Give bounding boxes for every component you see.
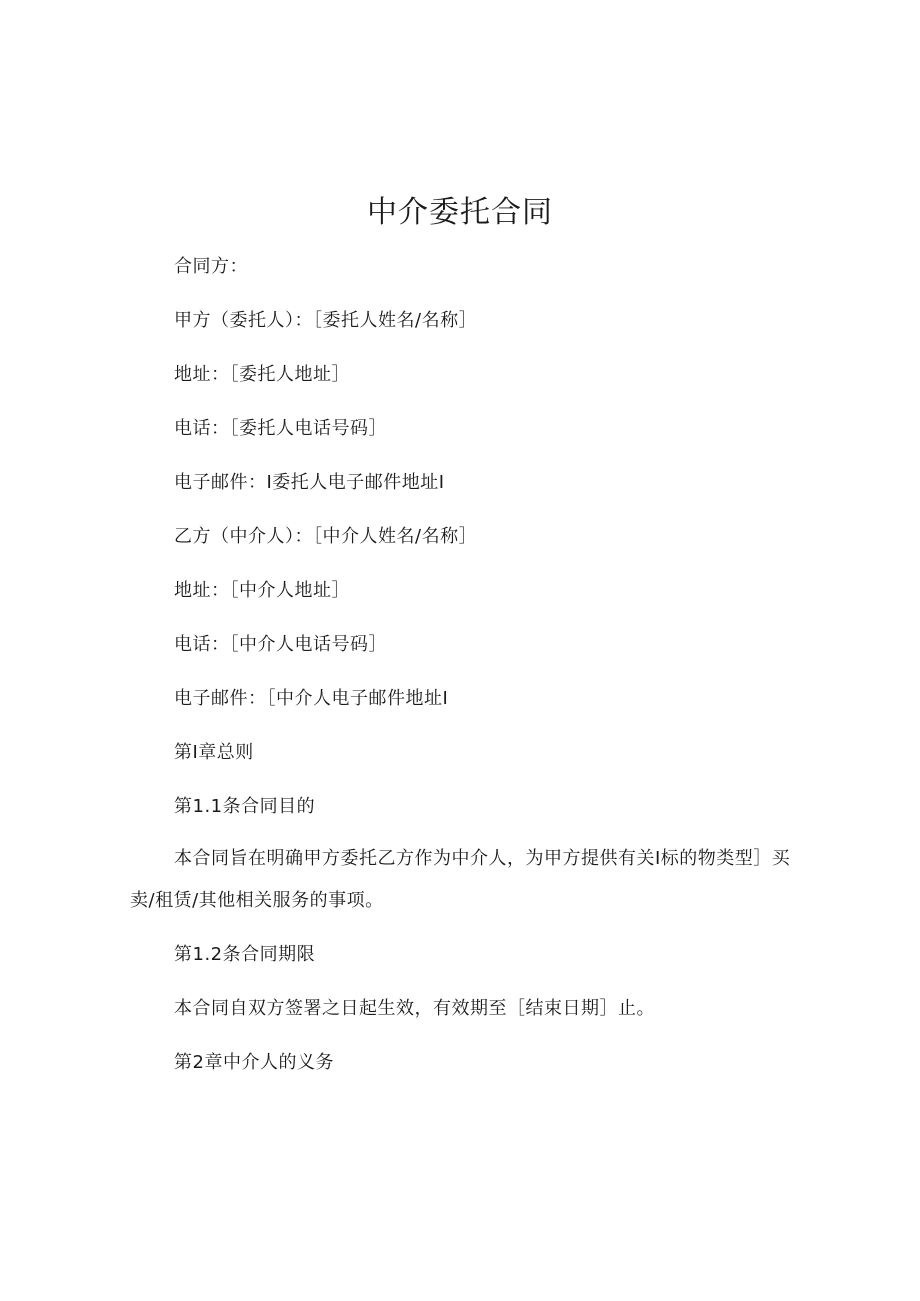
party-a-phone: 电话：［委托人电话号码］ (174, 418, 387, 439)
party-a-name: 甲方（委托人）：［委托人姓名/名称］ (174, 310, 478, 331)
party-a-email: 电子邮件：I委托人电子邮件地址I (174, 472, 445, 493)
article-1-2-text: 本合同自双方签署之日起生效，有效期至［结束日期］止。 (174, 998, 655, 1019)
party-b-name: 乙方（中介人）：［中介人姓名/名称］ (174, 526, 478, 547)
document-title: 中介委托合同 (367, 195, 553, 230)
chapter-2-heading: 第2章中介人的义务 (174, 1052, 334, 1073)
party-b-address: 地址：［中介人地址］ (174, 580, 350, 601)
party-b-phone: 电话：［中介人电话号码］ (174, 634, 387, 655)
parties-label: 合同方： (174, 256, 248, 277)
chapter-1-heading: 第I章总则 (174, 742, 254, 763)
article-1-1-heading: 第1.1条合同目的 (174, 796, 316, 817)
party-a-address: 地址：［委托人地址］ (174, 364, 350, 385)
article-1-2-heading: 第1.2条合同期限 (174, 944, 316, 965)
article-1-1-text: 本合同旨在明确甲方委托乙方作为中介人，为甲方提供有关I标的物类型］买卖/租赁/其他相关服务的事项。 (130, 848, 791, 911)
party-b-email: 电子邮件：［中介人电子邮件地址I (174, 688, 449, 709)
